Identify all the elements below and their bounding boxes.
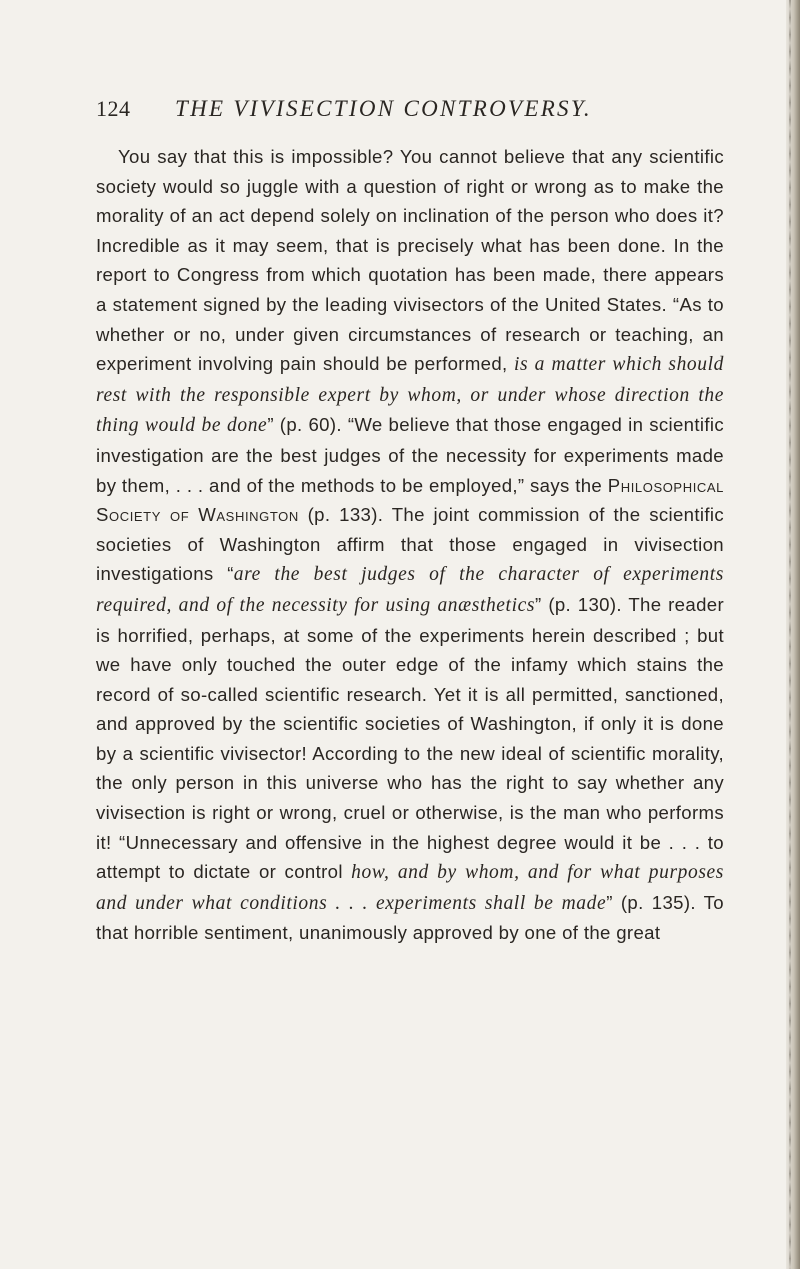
text-run: ” (p. 135). To that horrible sentiment, unanimously approved by one of the great: [96, 891, 724, 944]
body-text: [96, 142, 724, 948]
text-run: ” (p. 130). The reader is horrified, perhaps, at some of the experiments herein described ; but we have only touched the outer edge of the infamy which stains the record of so-called scientific research. Yet it is all permitted, sanctioned, and approved by the scientific societies of Washington, if only it is done by a scientific vivisector! According to the new ideal of scientific morality, the only person in this universe who has the right to say whether any vivisection is right or wrong, cruel or otherwise, is the man who performs it! “Unnecessary and offensive in the highest degree would it be . . . to attempt to dictate or control: [96, 593, 724, 883]
text-run: (p. 133). The joint commission of the scientific societies of Washington affirm that those engaged in vivisection investigations “: [96, 504, 724, 585]
text-run: You say that this is impossible? You cannot believe that any scientific society would so juggle with a question of right or wrong as to make the morality of an act depend solely on inclination of the person who does it? Incredible as it may seem, that is precisely what has been done. In the report to Congress from which quotation has been made, there appears a statement signed by the leading vivisectors of the United States. “As to whether or no, under given circumstances of research or teaching, an experiment involving pain should be performed,: [96, 146, 724, 375]
paragraph: [96, 142, 724, 948]
running-head: THE VIVISECTION CONTROVERSY.: [175, 96, 592, 121]
society-name: Philosophical Society of Washington: [96, 474, 724, 526]
page-edge-shadow: [786, 0, 800, 1269]
italic-quote: is a matter which should rest with the responsible expert by whom, or under whose direction the thing would be done: [96, 354, 724, 437]
italic-quote: how, and by whom, and for what purposes and under what conditions . . . experiments shall be made: [96, 862, 724, 914]
italic-quote: are the best judges of the character of experiments required, and of the necessity for using anæsthetics: [96, 564, 724, 616]
text-run: ” (p. 60). “We believe that those engaged in scientific investigation are the best judges of the necessity for experiments made by them, . . . and of the methods to be employed,” says the: [96, 414, 724, 496]
page-number: 124: [96, 96, 131, 121]
page-header: [96, 96, 776, 126]
